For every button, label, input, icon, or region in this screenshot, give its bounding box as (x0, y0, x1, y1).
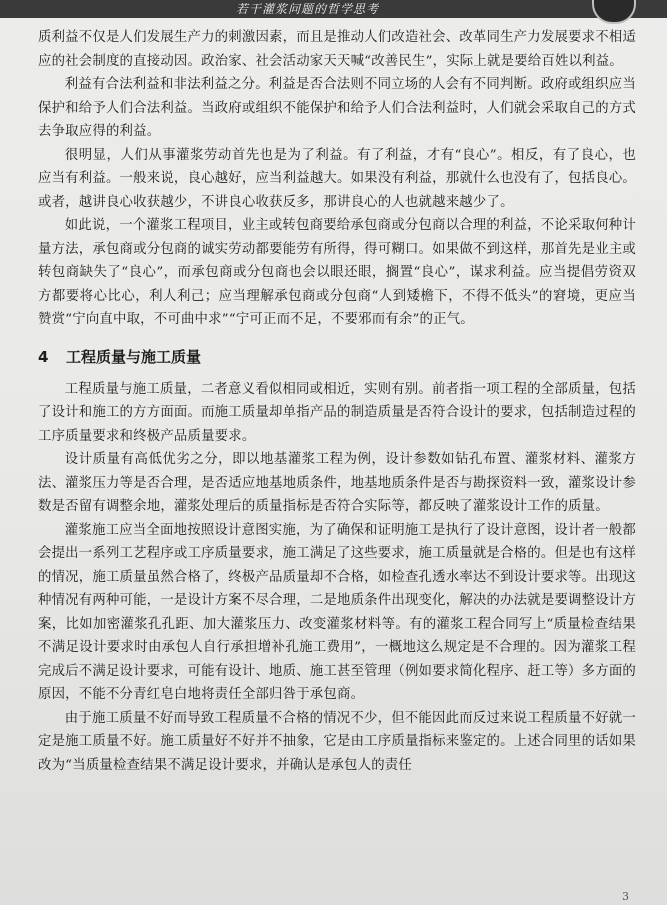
paragraph: 设计质量有高低优劣之分，即以地基灌浆工程为例，设计参数如钻孔布置、灌浆材料、灌浆方法、灌浆压力等是否合理，是否适应地基地质条件，地基地质条件是否与勘探资料一致，灌浆设计参数是否留有调整余地，灌浆处理后的质量指标是否符合实际等，都反映了灌浆设计工作的质量。 (38, 452, 636, 514)
paragraph: 工程质量与施工质量，二者意义看似相同或相近，实则有别。前者指一项工程的全部质量，包括了设计和施工的方方面面。而施工质量却单指产品的制造质量是否符合设计的要求，包括制造过程的工序质量要求和终极产品质量要求。 (38, 381, 636, 444)
section-number: 4 (38, 347, 49, 366)
header-ornament-icon (592, 0, 636, 24)
paragraph: 由于施工质量不好而导致工程质量不合格的情况不少，但不能因此而反过来说工程质量不好就一定是施工质量不好。施工质量好不好并不抽象，它是由工序质量指标来鉴定的。上述合同里的话如果改为“当质量检查结果不满足设计要求，并确认是承包人的责任 (38, 710, 636, 773)
section-heading (38, 346, 636, 368)
page-number: 3 (622, 890, 629, 903)
paragraph: 利益有合法利益和非法利益之分。利益是否合法则不同立场的人会有不同判断。政府或组织应当保护和给予人们合法利益。当政府或组织不能保护和给予人们合法利益时，人们就会采取自己的方式去争取应得的利益。 (38, 77, 636, 139)
paragraph: 如此说，一个灌浆工程项目，业主或转包商要给承包商或分包商以合理的利益，不论采取何种计量方法，承包商或分包商的诚实劳动都要能劳有所得，得可糊口。如果做不到这样，那首先是业主或转包商缺失了“良心”，而承包商或分包商也会以眼还眼，搁置“良心”，谋求利益。应当提倡劳资双方都要将心比心，利人利己；应当理解承包商或分包商“人到矮檐下，不得不低头”的窘境，更应当赞赏“宁向直中取，不可曲中求”“宁可正而不足，不要邪而有余”的正气。 (38, 218, 636, 327)
paragraph: 很明显，人们从事灌浆劳动首先也是为了利益。有了利益，才有“良心”。相反，有了良心，也应当有利益。一般来说，良心越好，应当利益越大。如果没有利益，那就什么也没有了，包括良心。或者，越讲良心收获越少，不讲良心收获反多，那讲良心的人也就越来越少了。 (38, 147, 636, 210)
running-head-title: 若干灌浆问题的哲学思考 (236, 2, 380, 16)
paragraph: 质利益不仅是人们发展生产力的刺激因素，而且是推动人们改造社会、改革同生产力发展要求不相适应的社会制度的直接动因。政治家、社会活动家天天喊“改善民生”，实际上就是要给百姓以利益。 (38, 30, 636, 69)
paragraph: 灌浆施工应当全面地按照设计意图实施，为了确保和证明施工是执行了设计意图，设计者一般都会提出一系列工艺程序或工序质量要求，施工满足了这些要求，施工质量就是合格的。但是也有这样的情况，施工质量虽然合格了，终极产品质量却不合格，如检查孔透水率达不到设计要求等。出现这种情况有两种可能，一是设计方案不尽合理，二是地质条件出现变化，解决的办法就是要调整设计方案，比如加密灌浆孔孔距、加大灌浆压力、改变灌浆材料等。有的灌浆工程合同写上“质量检查结果不满足设计要求时由承包人自行承担增补孔施工费用”，一概地这么规定是不合理的。因为灌浆工程完成后不满足设计要求，可能有设计、地质、施工甚至管理（例如要求简化程序、赶工等）多方面的原因，不能不分青红皂白地将责任全部归咎于承包商。 (38, 522, 636, 702)
running-header (0, 0, 667, 18)
section-title: 工程质量与施工质量 (66, 347, 202, 366)
body-text (38, 26, 636, 777)
